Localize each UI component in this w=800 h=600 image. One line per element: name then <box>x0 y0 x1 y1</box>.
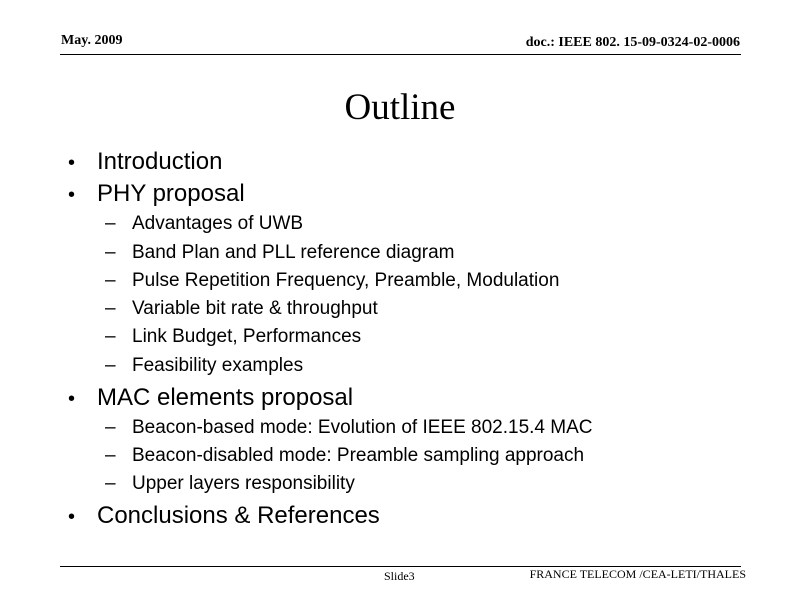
outline-item-label: Conclusions & References <box>97 502 380 529</box>
dash-icon: – <box>105 473 116 494</box>
header-date: May. 2009 <box>61 33 123 48</box>
outline-subitem-advantages-uwb <box>105 212 303 236</box>
outline-item-mac-elements <box>68 383 353 414</box>
dash-icon: – <box>105 242 116 263</box>
dash-icon: – <box>105 270 116 291</box>
dash-icon: – <box>105 417 116 438</box>
dash-icon: – <box>105 445 116 466</box>
outline-subitem-label: Beacon-disabled mode: Preamble sampling approach <box>132 445 585 466</box>
outline-subitem-label: Upper layers responsibility <box>132 473 355 494</box>
outline-subitem-label: Beacon-based mode: Evolution of IEEE 802.15.4 MAC <box>132 417 593 438</box>
bullet-icon: • <box>68 152 76 174</box>
outline-subitem-feasibility <box>105 354 303 378</box>
dash-icon: – <box>105 213 116 234</box>
outline-subitem-link-budget <box>105 325 361 349</box>
outline-item-introduction <box>68 147 222 178</box>
outline-subitem-label: Pulse Repetition Frequency, Preamble, Modulation <box>132 270 560 291</box>
outline-subitem-beacon-based <box>105 416 593 440</box>
dash-icon: – <box>105 355 116 376</box>
outline-subitem-label: Variable bit rate & throughput <box>132 298 378 319</box>
outline-item-label: Introduction <box>97 148 223 175</box>
footer-organization: FRANCE TELECOM /CEA-LETI/THALES <box>529 567 746 581</box>
outline-subitem-upper-layers <box>105 472 355 496</box>
bullet-icon: • <box>68 184 76 206</box>
header-divider <box>60 54 741 55</box>
outline-subitem-band-plan <box>105 241 455 265</box>
outline-subitem-beacon-disabled <box>105 444 584 468</box>
slide-title: Outline <box>344 87 456 128</box>
bullet-icon: • <box>68 388 76 410</box>
outline-subitem-label: Band Plan and PLL reference diagram <box>132 242 455 263</box>
outline-item-conclusions <box>68 501 380 532</box>
header-doc-id: doc.: IEEE 802. 15-09-0324-02-0006 <box>525 35 740 50</box>
outline-subitem-label: Advantages of UWB <box>132 213 304 234</box>
outline-subitem-label: Link Budget, Performances <box>132 326 362 347</box>
dash-icon: – <box>105 298 116 319</box>
footer-slide-number <box>384 569 415 584</box>
dash-icon: – <box>105 326 116 347</box>
outline-subitem-label: Feasibility examples <box>132 355 304 376</box>
outline-subitem-pulse-repetition <box>105 269 559 293</box>
outline-item-label: PHY proposal <box>97 180 245 207</box>
footer-slide-value: 3 <box>408 569 415 583</box>
outline-item-phy-proposal <box>68 179 245 210</box>
footer-slide-label: Slide <box>384 569 409 583</box>
outline-subitem-variable-bit-rate <box>105 297 378 321</box>
outline-item-label: MAC elements proposal <box>97 384 354 411</box>
bullet-icon: • <box>68 506 76 528</box>
